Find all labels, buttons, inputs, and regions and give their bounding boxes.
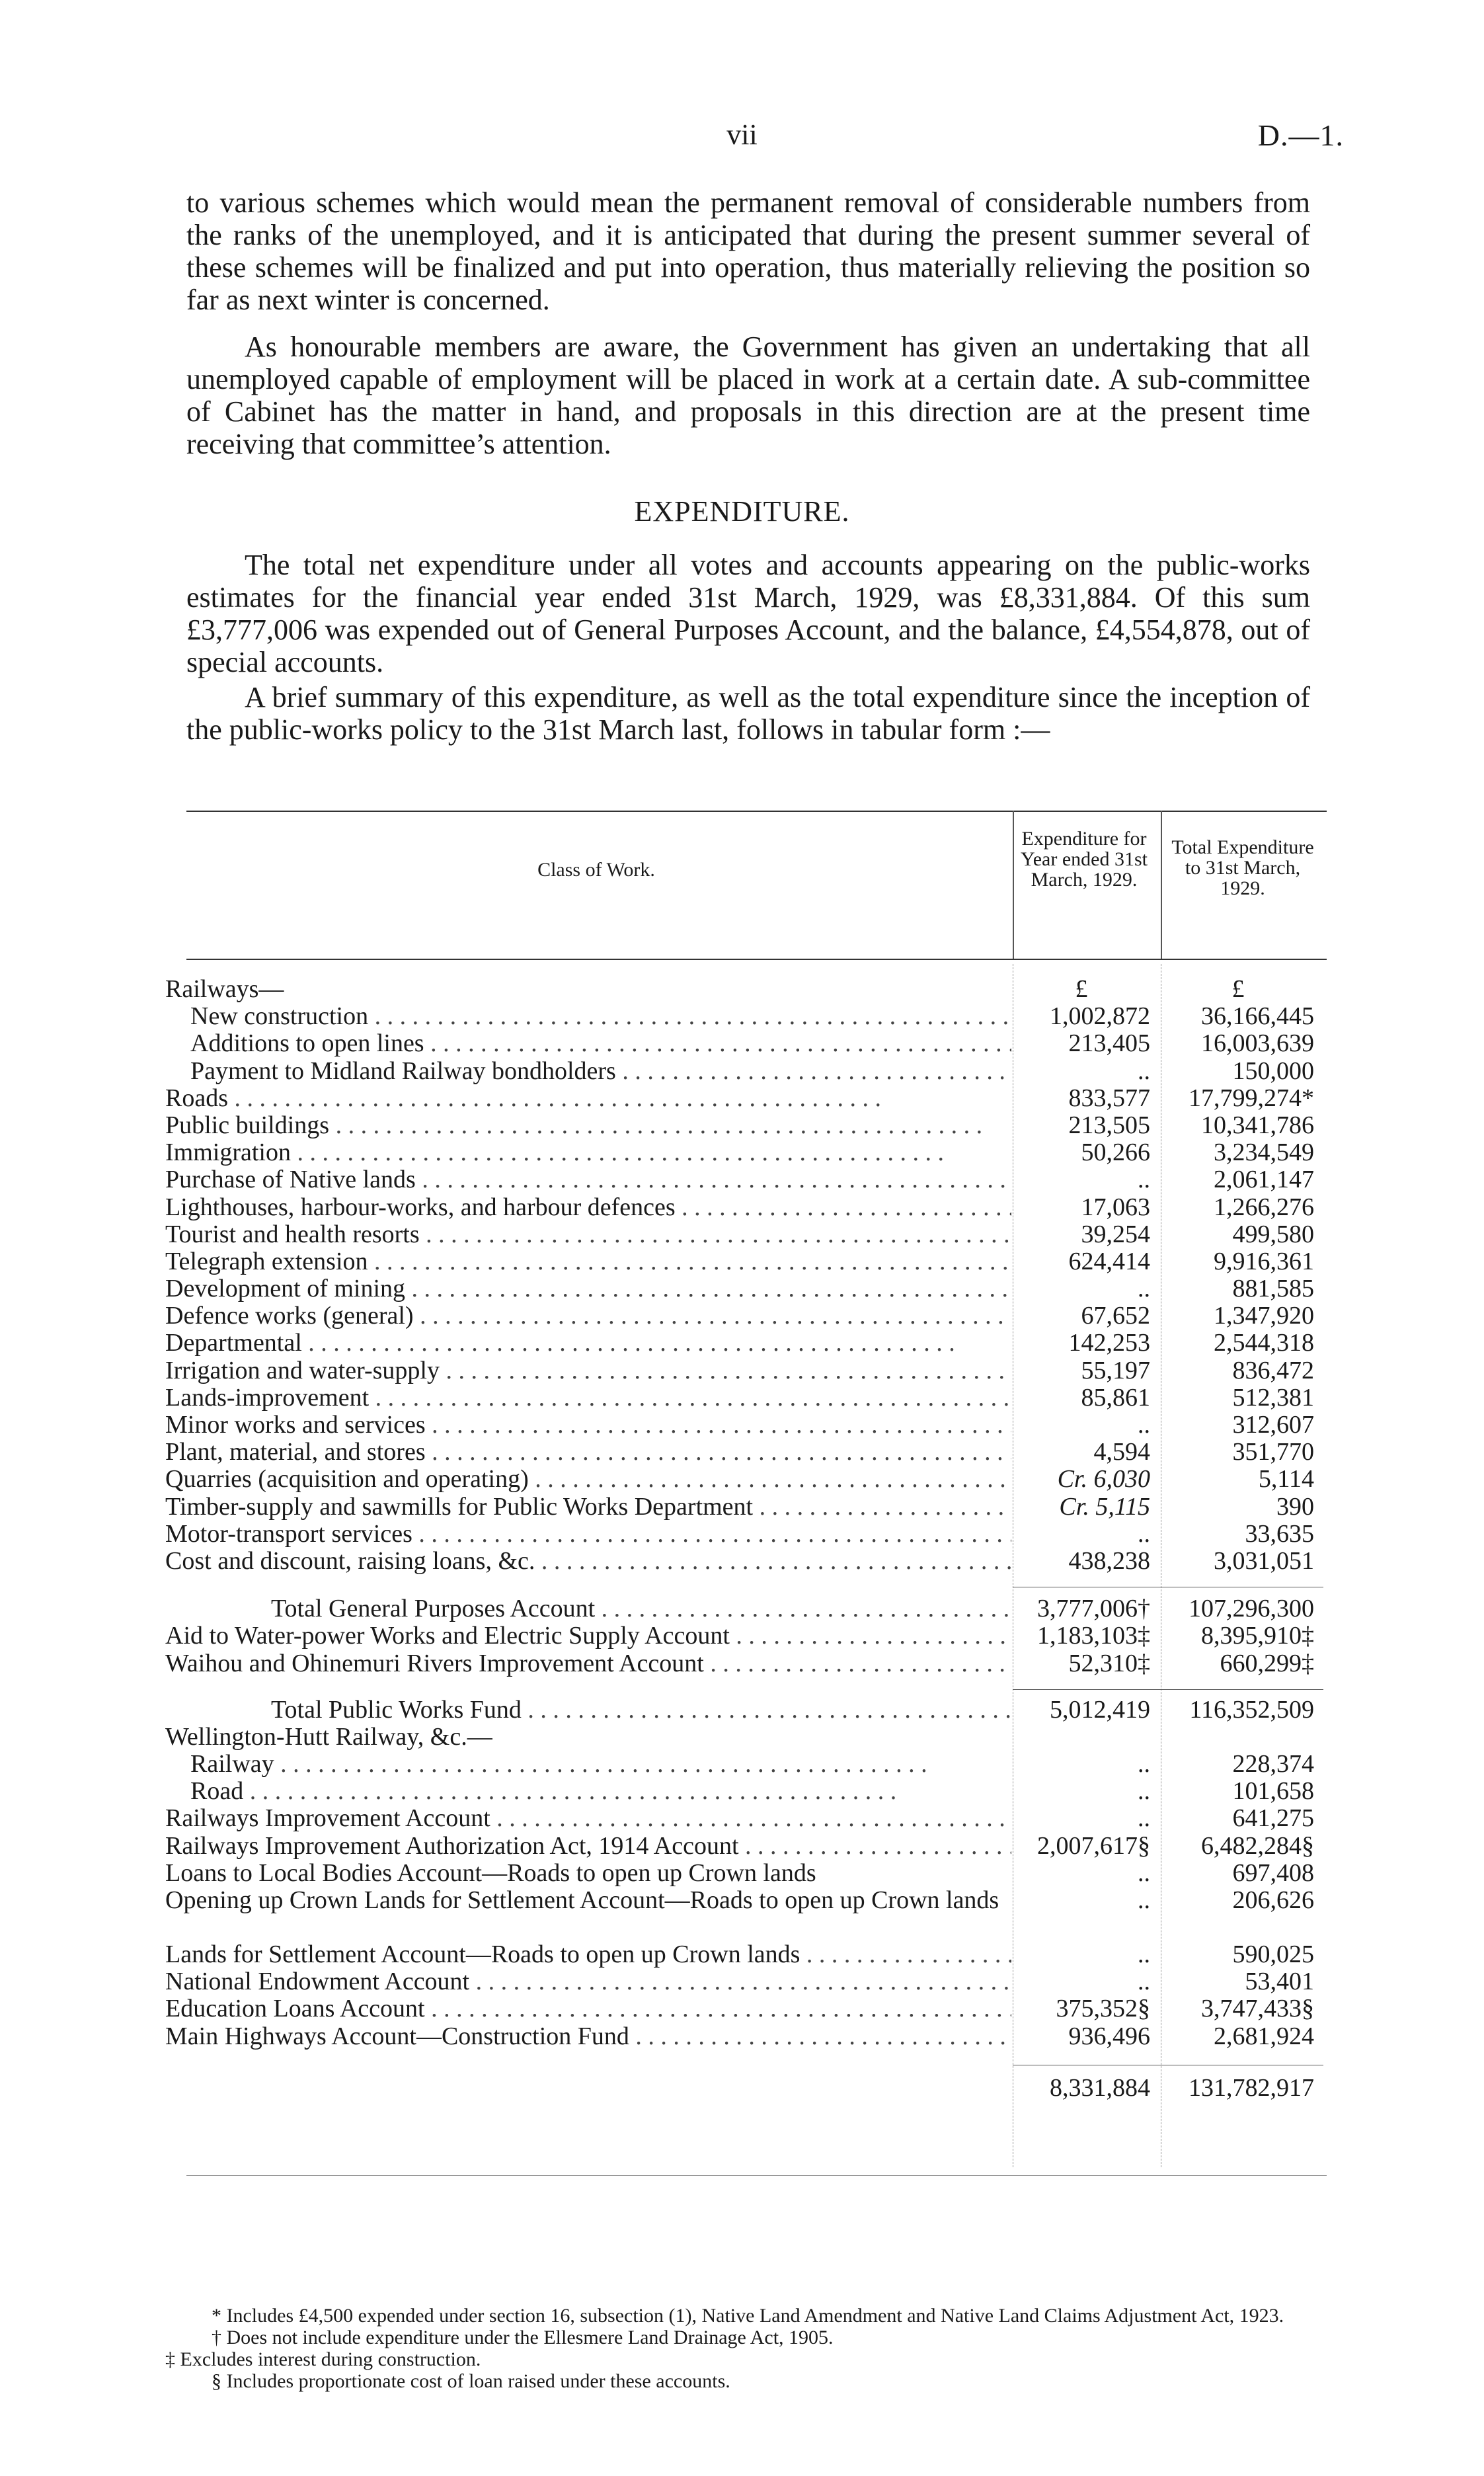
year-value: 213,405 <box>1068 1029 1150 1058</box>
row-label: New construction . . <box>190 1003 1011 1030</box>
table-row <box>165 1275 1329 1302</box>
total-value: 206,626 <box>1232 1886 1314 1914</box>
year-value: .. <box>1138 1057 1150 1085</box>
total-value: 512,381 <box>1232 1383 1314 1412</box>
footnote-section: § Includes proportionate cost of loan raised under these accounts. <box>212 2370 730 2392</box>
table-row <box>165 1622 1329 1650</box>
footnote-dagger: † Does not include expenditure under the Ellesmere Land Drainage Act, 1905. <box>212 2327 834 2348</box>
expenditure-paragraph-2-text: A brief summary of this expenditure, as well as the total expenditure since the inception of the public-works policy to the 31st March last, follows in tabular form :— <box>186 681 1310 746</box>
expenditure-paragraph-2 <box>186 681 1310 746</box>
paragraph-2 <box>186 331 1310 460</box>
year-value: .. <box>1138 1886 1150 1914</box>
total-value: 6,482,284§ <box>1201 1831 1314 1860</box>
table-row <box>165 1466 1329 1493</box>
total-value: 1,266,276 <box>1214 1193 1314 1221</box>
total-value: 2,061,147 <box>1214 1166 1314 1194</box>
row-label: Quarries (acquisition and operating) . . <box>165 1466 1011 1493</box>
row-label: Road . . <box>190 1778 1011 1805</box>
total-value: 116,352,509 <box>1189 1695 1314 1724</box>
year-value: 52,310‡ <box>1068 1649 1150 1677</box>
table-row <box>165 1302 1329 1330</box>
total-value: 3,747,433§ <box>1201 1995 1314 2023</box>
table-row <box>165 1887 1329 1941</box>
year-value: .. <box>1138 1750 1150 1778</box>
table-row <box>165 1384 1329 1412</box>
row-label: Irrigation and water-supply . . <box>165 1357 1011 1384</box>
row-label: Wellington-Hutt Railway, &c.— <box>165 1723 492 1751</box>
year-value: 142,253 <box>1068 1329 1150 1357</box>
row-label: Departmental . . <box>165 1330 1011 1357</box>
year-value: 375,352§ <box>1056 1995 1150 2023</box>
year-value: Cr. 6,030 <box>1057 1465 1150 1494</box>
total-value: 10,341,786 <box>1201 1111 1314 1139</box>
total-value: 390 <box>1276 1492 1314 1521</box>
year-value: 50,266 <box>1081 1138 1150 1167</box>
row-label: Lighthouses, harbour-works, and harbour defences . . <box>165 1194 1011 1221</box>
year-value: 833,577 <box>1068 1084 1150 1112</box>
row-label: Cost and discount, raising loans, &c. . . <box>165 1548 1011 1575</box>
table-row <box>165 1548 1329 1575</box>
row-label: Aid to Water-power Works and Electric Supply Account . . <box>165 1622 1011 1650</box>
total-value: 8,395,910‡ <box>1201 1622 1314 1650</box>
subtotal-rule <box>1013 1689 1323 1690</box>
row-label: Total Public Works Fund . . <box>271 1697 1011 1724</box>
row-label: Tourist and health resorts . . <box>165 1221 1011 1248</box>
row-label: Additions to open lines . . <box>190 1030 1011 1057</box>
table-row <box>165 1860 1329 1887</box>
row-label: Opening up Crown Lands for Settlement Account—Roads to open up Crown lands <box>165 1887 999 1914</box>
footnote-double-dagger: ‡ Excludes interest during construction. <box>165 2348 481 2370</box>
expenditure-table <box>165 976 1329 2102</box>
page-number: vii <box>726 118 758 151</box>
year-value: .. <box>1138 1968 1150 1996</box>
table-row <box>165 1650 1329 1677</box>
table-row <box>165 1357 1329 1384</box>
row-label: National Endowment Account . . <box>165 1968 1011 1995</box>
table-row <box>165 1194 1329 1221</box>
table-row <box>165 1494 1329 1521</box>
row-label: Railways— <box>165 976 284 1003</box>
total-value: 36,166,445 <box>1201 1002 1314 1031</box>
row-spacer <box>165 1677 1329 1696</box>
year-value: .. <box>1138 1411 1150 1439</box>
section-heading: EXPENDITURE. <box>634 495 850 528</box>
year-value: 4,594 <box>1093 1438 1150 1466</box>
total-value: 697,408 <box>1232 1858 1314 1887</box>
total-value: 107,296,300 <box>1189 1595 1314 1623</box>
grand-total-year: 8,331,884 <box>1050 2073 1150 2102</box>
row-label: Railways Improvement Authorization Act, 1914 Account . . <box>165 1833 1011 1860</box>
table-row <box>165 1833 1329 1860</box>
row-label: Lands-improvement . . <box>165 1384 1011 1412</box>
table-row <box>165 976 1329 1003</box>
footnotes <box>165 2305 1329 2392</box>
paragraph-1 <box>186 186 1310 316</box>
total-value: 881,585 <box>1232 1275 1314 1303</box>
table-row <box>165 1003 1329 1030</box>
year-value: .. <box>1138 1804 1150 1833</box>
row-label: Lands for Settlement Account—Roads to open up Crown lands . . <box>165 1941 1011 1968</box>
total-value: 53,401 <box>1245 1968 1314 1996</box>
year-value: 67,652 <box>1081 1302 1150 1330</box>
total-value: 590,025 <box>1232 1940 1314 1968</box>
table-row <box>165 1085 1329 1112</box>
year-value: .. <box>1138 1940 1150 1968</box>
total-value: 17,799,274* <box>1189 1084 1314 1112</box>
year-value: 1,002,872 <box>1050 1002 1150 1031</box>
row-label: Purchase of Native lands . . <box>165 1166 1011 1193</box>
table-row <box>165 1941 1329 1968</box>
year-value: .. <box>1138 1858 1150 1887</box>
table-row <box>165 1968 1329 1995</box>
year-value: 5,012,419 <box>1050 1695 1150 1724</box>
row-label: Plant, material, and stores . . <box>165 1439 1011 1466</box>
table-row <box>165 1751 1329 1778</box>
total-value: 16,003,639 <box>1201 1029 1314 1058</box>
row-label: Main Highways Account—Construction Fund . . <box>165 2023 1011 2050</box>
year-value: .. <box>1138 1519 1150 1548</box>
currency-year: £ <box>1075 975 1088 1003</box>
table-row <box>165 1439 1329 1466</box>
row-label: Railway . . <box>190 1751 1011 1778</box>
paragraph-1-text: to various schemes which would mean the permanent removal of considerable numbers from the ranks of the unemployed, and it is anticipated that during the present summer several of these schemes will be finalized and put into operation, thus materially relieving the position so far as next winter is concerned. <box>186 186 1310 316</box>
total-value: 312,607 <box>1232 1411 1314 1439</box>
table-row <box>165 1412 1329 1439</box>
table-row <box>165 1595 1329 1622</box>
row-label: Loans to Local Bodies Account—Roads to open up Crown lands <box>165 1859 816 1887</box>
footnote-asterisk: * Includes £4,500 expended under section 16, subsection (1), Native Land Amendment and Native Land Claims Adjustment Act, 1923. <box>212 2305 1284 2327</box>
table-row <box>165 1112 1329 1139</box>
year-value: .. <box>1138 1166 1150 1194</box>
total-value: 3,031,051 <box>1214 1546 1314 1575</box>
total-value: 5,114 <box>1258 1465 1314 1494</box>
total-value: 2,681,924 <box>1214 2022 1314 2050</box>
total-value: 101,658 <box>1232 1777 1314 1806</box>
year-value: 55,197 <box>1081 1356 1150 1384</box>
year-value: Cr. 5,115 <box>1059 1492 1150 1521</box>
row-label: Waihou and Ohinemuri Rivers Improvement Account . . <box>165 1650 1011 1677</box>
grand-total-total: 131,782,917 <box>1189 2073 1314 2102</box>
column-header-year: Expenditure for Year ended 31st March, 1929. <box>1021 828 1148 891</box>
year-value: 936,496 <box>1068 2022 1150 2050</box>
row-label: Education Loans Account . . <box>165 1995 1011 2022</box>
column-header-total: Total Expenditure to 31st March, 1929. <box>1171 836 1314 899</box>
year-value: 213,505 <box>1068 1111 1150 1139</box>
row-label: Roads . . <box>165 1085 1011 1112</box>
row-spacer <box>165 2050 1329 2074</box>
table-row <box>165 1805 1329 1832</box>
table-row <box>165 1221 1329 1248</box>
table-row <box>165 1521 1329 1548</box>
table-row <box>165 1030 1329 1057</box>
row-label: Payment to Midland Railway bondholders . . <box>190 1058 1011 1085</box>
row-label: Public buildings . . <box>165 1112 1011 1139</box>
table-header-rule <box>186 959 1327 960</box>
table-top-rule <box>186 811 1327 812</box>
grand-total-row <box>165 2075 1329 2102</box>
total-value: 150,000 <box>1232 1057 1314 1085</box>
total-value: 499,580 <box>1232 1220 1314 1248</box>
total-value: 3,234,549 <box>1214 1138 1314 1167</box>
year-value: 1,183,103‡ <box>1037 1622 1150 1650</box>
year-value: 39,254 <box>1081 1220 1150 1248</box>
total-value: 660,299‡ <box>1220 1649 1314 1677</box>
total-value: 228,374 <box>1232 1750 1314 1778</box>
year-value: 438,238 <box>1068 1546 1150 1575</box>
row-label: Railways Improvement Account . . <box>165 1805 1011 1832</box>
row-label: Development of mining . . <box>165 1275 1011 1302</box>
year-value: 17,063 <box>1081 1193 1150 1221</box>
total-value: 33,635 <box>1245 1519 1314 1548</box>
table-row <box>165 2023 1329 2050</box>
table-row <box>165 1995 1329 2022</box>
total-value: 2,544,318 <box>1214 1329 1314 1357</box>
total-value: 1,347,920 <box>1214 1302 1314 1330</box>
table-row <box>165 1166 1329 1193</box>
year-value: .. <box>1138 1275 1150 1303</box>
year-value: 2,007,617§ <box>1037 1831 1150 1860</box>
row-label: Minor works and services . . <box>165 1412 1011 1439</box>
total-value: 641,275 <box>1232 1804 1314 1833</box>
row-label: Defence works (general) . . <box>165 1302 1011 1330</box>
table-row <box>165 1139 1329 1166</box>
table-row <box>165 1248 1329 1275</box>
total-value: 351,770 <box>1232 1438 1314 1466</box>
expenditure-paragraph-1 <box>186 549 1310 678</box>
document-reference: D.—1. <box>1257 118 1344 152</box>
row-label: Motor-transport services . . <box>165 1521 1011 1548</box>
paragraph-2-text: As honourable members are aware, the Government has given an undertaking that all unemployed capable of employment will be placed in work at a certain date. A sub-committee of Cabinet has the matter in hand, and proposals in this direction are at the present time receiving that committee’s attention. <box>186 331 1310 460</box>
table-row <box>165 1058 1329 1085</box>
table-row <box>165 1724 1329 1751</box>
total-value: 836,472 <box>1232 1356 1314 1384</box>
row-label: Timber-supply and sawmills for Public Works Department . . <box>165 1494 1011 1521</box>
row-label: Telegraph extension . . <box>165 1248 1011 1275</box>
table-row <box>165 1330 1329 1357</box>
row-label: Immigration . . <box>165 1139 1011 1166</box>
year-value: .. <box>1138 1777 1150 1806</box>
expenditure-paragraph-1-text: The total net expenditure under all votes and accounts appearing on the public-works estimates for the financial year ended 31st March, 1929, was £8,331,884. Of this sum £3,777,006 was expended out of General Purposes Account, and the balance, £4,554,878, out of special accounts. <box>186 549 1310 678</box>
table-bottom-rule <box>186 2175 1327 2176</box>
year-value: 3,777,006† <box>1037 1595 1150 1623</box>
row-label: Total General Purposes Account . . <box>271 1595 1011 1622</box>
column-header-class: Class of Work. <box>537 859 655 881</box>
row-spacer <box>165 1575 1329 1595</box>
year-value: 85,861 <box>1081 1383 1150 1412</box>
year-value: 624,414 <box>1068 1247 1150 1275</box>
table-row <box>165 1697 1329 1724</box>
table-row <box>165 1778 1329 1805</box>
header-divider-2 <box>1161 811 1162 959</box>
currency-total: £ <box>1231 975 1245 1003</box>
total-value: 9,916,361 <box>1214 1247 1314 1275</box>
